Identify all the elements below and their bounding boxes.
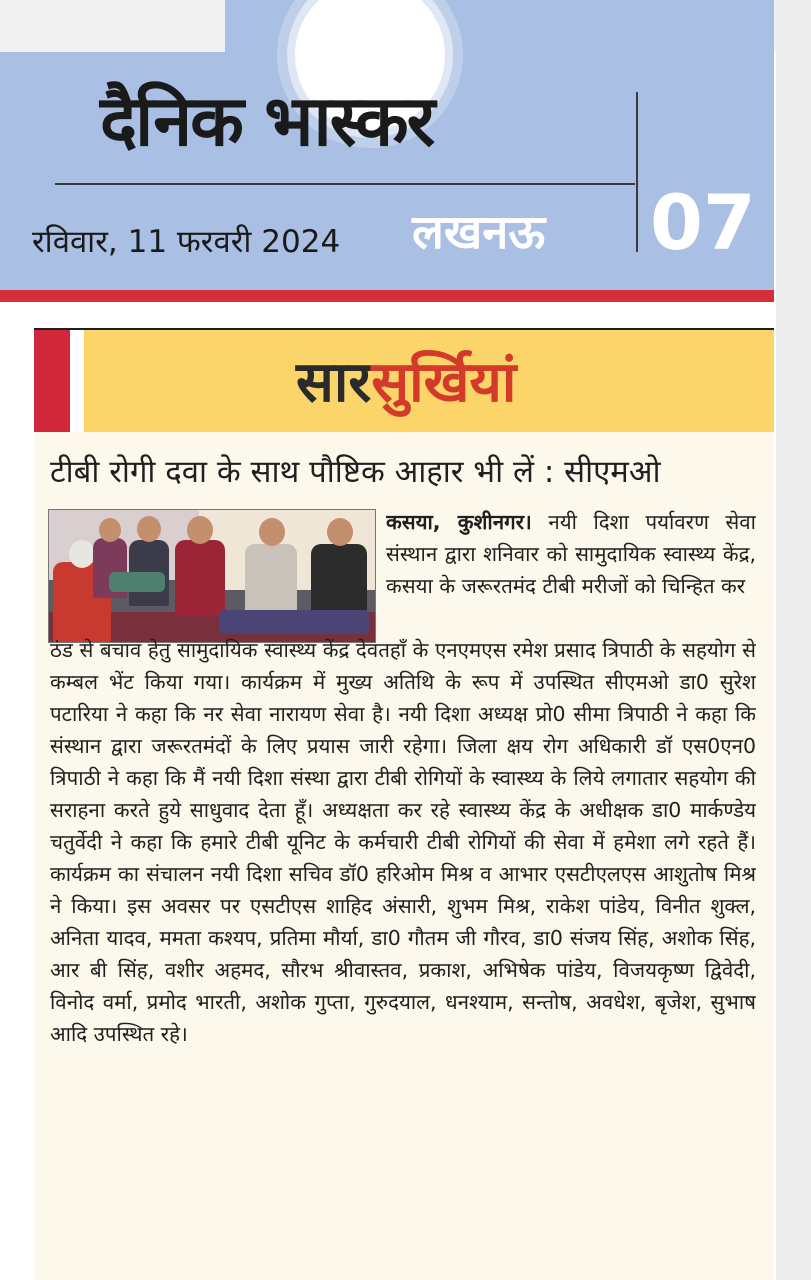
photo-person-head (137, 516, 161, 542)
edition-city: लखनऊ (412, 205, 546, 260)
edition-date: रविवार, 11 फरवरी 2024 (32, 224, 341, 260)
section-title-part2: सुर्खियां (371, 350, 517, 415)
photo-person-head (69, 540, 95, 568)
photo-person-head (187, 516, 213, 544)
article-body: ठंड से बचाव हेतु सामुदायिक स्वास्थ्य केंद्र देवतहाँ के एनएमएस रमेश प्रसाद त्रिपाठी के सहयोग से कम्बल भेंट किया गया। कार्यक्रम में मुख्य अतिथि के रूप में उपस्थित सीएमओ डा0 सुरेश पटारिया ने कहा कि नर सेवा नारायण सेवा है। नयी दिशा अध्यक्ष प्रो0 सीमा त्रिपाठी ने कहा कि संस्थान द्वारा जरूरतमंदों के लिए प्रयास जारी रहेगा। जिला क्षय रोग अधिकारी डॉ एस0एन0 त्रिपाठी ने कहा कि मैं नयी दिशा संस्था द्वारा टीबी रोगियों के स्वास्थ्य के लिये लगातार सहयोग की सराहना करते हुये साधुवाद देता हूँ। अध्यक्षता कर रहे स्वास्थ्य केंद्र के अधीक्षक डा0 मार्कण्डेय चतुर्वेदी ने कहा कि हमारे टीबी यूनिट के कर्मचारी टीबी रोगियों की सेवा में हमेशा लगे रहते हैं। कार्यक्रम का संचालन नयी दिशा सचिव डॉ0 हरिओम मिश्र व आभार एसटीएलएस आशुतोष मिश्र ने किया। इस अवसर पर एसटीएस शाहिद अंसारी, शुभम मिश्र, राकेश पांडेय, विनीत शुक्ल, अनिता यादव, ममता कश्यप, प्रतिमा मौर्या, डा0 गौतम जी गौरव, डा0 संजय सिंह, अशोक सिंह, आर बी सिंह, वशीर अहमद, सौरभ श्रीवास्तव, प्रकाश, अभिषेक पांडेय, विजयकृष्ण द्विवेदी, विनोद वर्मा, प्रमोद भारती, अशोक गुप्ता, गुरुदयाल, धनश्याम, सन्तोष, अवधेश, बृजेश, सुभाष आदि उपस्थित रहे। (50, 638, 756, 1046)
masthead-vertical-divider (636, 92, 638, 252)
article (34, 432, 774, 1280)
article-lead-text: नयी दिशा पर्यावरण सेवा संस्थान द्वारा शनिवार को सामुदायिक स्वास्थ्य केंद्र, कसया के जरूरतमंद टीबी मरीजों को चिन्हित कर (386, 510, 756, 598)
photo-blanket (219, 610, 369, 634)
photo-person-head (99, 518, 121, 542)
masthead-divider (55, 183, 635, 185)
article-lead (386, 506, 756, 636)
section-title (296, 342, 516, 418)
section-header (34, 328, 774, 436)
newspaper-name: दैनिक भास्कर (100, 80, 434, 162)
masthead (0, 0, 774, 290)
masthead-corner (0, 0, 225, 52)
photo-blanket (109, 572, 165, 592)
article-dateline: कसया, कुशीनगर। (386, 510, 532, 534)
section-title-part1: सार (296, 350, 372, 415)
section-red-bar (34, 330, 70, 434)
article-headline: टीबी रोगी दवा के साथ पौष्टिक आहार भी लें : सीएमओ (50, 454, 661, 490)
photo-person-head (259, 518, 285, 546)
photo-person (175, 540, 225, 616)
section-white-bar (70, 330, 84, 434)
masthead-red-band (0, 290, 774, 302)
photo-person-head (327, 518, 353, 546)
page-gutter (776, 0, 811, 1280)
article-photo (48, 509, 376, 643)
page-number: 07 (650, 178, 756, 267)
